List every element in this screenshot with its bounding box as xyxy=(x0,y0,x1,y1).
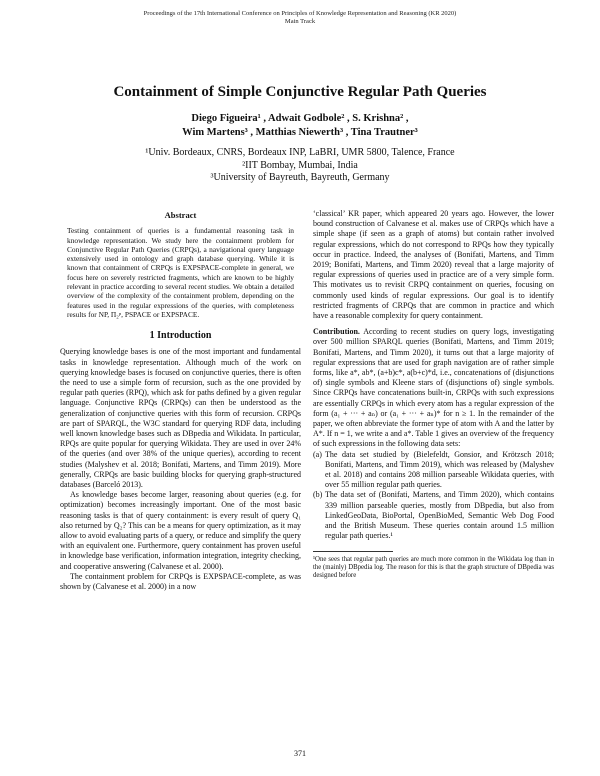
right-column xyxy=(313,209,554,580)
abstract-heading: Abstract xyxy=(164,210,197,220)
left-column xyxy=(60,210,301,592)
contribution-paragraph xyxy=(313,327,554,449)
author-list xyxy=(60,112,540,140)
affiliation-3: ³University of Bayreuth, Bayreuth, Germany xyxy=(210,172,390,183)
footnote-divider xyxy=(313,551,393,552)
proceedings-header xyxy=(0,10,600,26)
list-item-text: The data set studied by (Bielefeldt, Gonsior, and Krötzsch 2018; Bonifati, Martens, and Timm 2019), which was released by (Malyshev et al. 2018) and contains 208 million parseable Wikidata queries, with over 55 million regular path queries. xyxy=(325,449,554,490)
intro-paragraph-2: As knowledge bases become larger, reasoning about queries (e.g. for optimization) becomes increasingly important. One of the most basic reasoning tasks is that of query containment: is every result of query Q₁ also returned by Q₂? This can be a means for query optimization, as it may allow to avoid evaluating parts of a query, or reduce and simplify the query with an equivalent one. Furthermore, query containment has proven useful in knowledge base verification, information integration, integrity checking, and cooperative answering (Calvanese et al. 2000). xyxy=(60,490,301,571)
list-item xyxy=(313,450,554,491)
intro-paragraph-3: The containment problem for CRPQs is EXPSPACE-complete, as was shown by (Calvanese et al. 2000) in a now xyxy=(60,571,301,592)
abstract-text: Testing containment of queries is a fundamental reasoning task in knowledge representation. We study here the containment problem for Conjunctive Regular Path Queries (CRPQs), a navigational query language extensively used in ontology and graph database querying. While it is known that containment of CRPQs is EXPSPACE-complete in general, we focus here on severely restricted fragments, which are known to be highly relevant in practice according to several recent studies. We obtain a detailed overview of the complexity of the containment problem, depending on the features used in the regular expressions of the queries, with completeness results for NP, Π₂ᵖ, PSPACE or EXPSPACE. xyxy=(67,226,294,319)
footnote-1: ¹One sees that regular path queries are much more common in the Wikidata log than in the (mainly) DBpedia log. The reason for this is that the graph structure of DBpedia was designed before xyxy=(313,555,554,579)
affiliation-1: ¹Univ. Bordeaux, CNRS, Bordeaux INP, LaBRI, UMR 5800, Talence, France xyxy=(145,147,455,158)
affiliation-2: ²IIT Bombay, Mumbai, India xyxy=(242,159,358,171)
contribution-text: According to recent studies on query logs, investigating over 500 million SPARQL queries (Bonifati, Martens, and Timm 2019; Bonifati, Martens, and Timm 2020), it turns out that a large majority of regular expressions that are used for graph navigation are of rather simple forms, like a*, ab*, (a+b)c*, a(b+c)*d, i.e., concatenations of (disjunctions of) single symbols and Kleene stars of (disjunctions of) single symbols. Since CRPQs have concatenations built-in, CRPQs with such expressions are essentially CRPQs in which every atom has a regular expression of the form (a₁ + ··· + aₙ) or (a₁ + ··· + aₙ)* for n ≥ 1. In the remainder of the paper, we often abbreviate the former type of atom with A and the latter by A*. If n = 1, we write a and a*. Table 1 gives an overview of the frequency of such expressions in the following data sets: xyxy=(313,327,554,449)
authors-line-2: Wim Martens³ , Matthias Niewerth³ , Tina Trautner³ xyxy=(182,127,418,138)
page-number: 371 xyxy=(294,749,306,758)
list-item-label: (b) xyxy=(313,490,323,500)
list-item-text: The data set of (Bonifati, Martens, and Timm 2020), which contains 339 million parseable queries, mostly from DBpedia, but also from LinkedGeoData, BioPortal, OpenBioMed, Semantic Web Dog Food and the British Museum. These queries contain around 1.5 million regular path queries.¹ xyxy=(325,490,554,541)
contribution-label: Contribution. xyxy=(313,327,360,337)
list-item-label: (a) xyxy=(313,449,322,459)
header-line-1: Proceedings of the 17th International Conference on Principles of Knowledge Representation and Reasoning (KR 2020) xyxy=(143,10,457,17)
header-line-2: Main Track xyxy=(284,18,316,25)
authors-line-1: Diego Figueira¹ , Adwait Godbole² , S. Krishna² , xyxy=(191,113,409,124)
affiliations xyxy=(60,147,540,185)
list-item xyxy=(313,490,554,541)
intro-paragraph-1: Querying knowledge bases is one of the most important and fundamental tasks in knowledge representation. Although much of the work on querying knowledge bases is focused on conjunctive queries, there is often the need to use a simple form of recursion, such as the one provided by regular path queries (RPQ), which ask for paths defined by a given regular language. Conjunctive RPQs (CRPQs) can then be understood as the generalization of conjunctive queries with this form of recursion. CRPQs are part of SPARQL, the W3C standard for querying RDF data, including well known knowledge bases such as DBpedia and Wikidata. In particular, RPQs are quite popular for querying Wikidata. They are used in over 24% of the queries (and over 38% of the unique queries), according to recent studies (Malyshev et al. 2018; Bonifati, Martens, and Timm 2019). More generally, CRPQs are basic building blocks for querying graph-structured databases (Barceló 2013). xyxy=(60,347,301,490)
section-heading-introduction: 1 Introduction xyxy=(149,330,212,342)
right-paragraph-1: ‘classical’ KR paper, which appeared 20 years ago. However, the lower bound construction of Calvanese et al. makes use of CRPQs which have a simple shape (if seen as a graph of atoms) but contain rather involved regular expressions, which do not correspond to RPQs how they typically occur in practice. Indeed, the analyses of (Bonifati, Martens, and Timm 2019; Bonifati, Martens, and Timm 2020) reveal that a large majority of regular expressions of queries used in practice are of a very simple form. This motivates us to revisit CRPQ containment on queries, focusing on commonly used kinds of regular expressions. Our goal is to identify restricted fragments of CRPQs that are common in practice and which have a reasonable complexity for query containment. xyxy=(313,209,554,321)
paper-title: Containment of Simple Conjunctive Regular Path Queries xyxy=(113,84,487,100)
dataset-list xyxy=(313,450,554,542)
